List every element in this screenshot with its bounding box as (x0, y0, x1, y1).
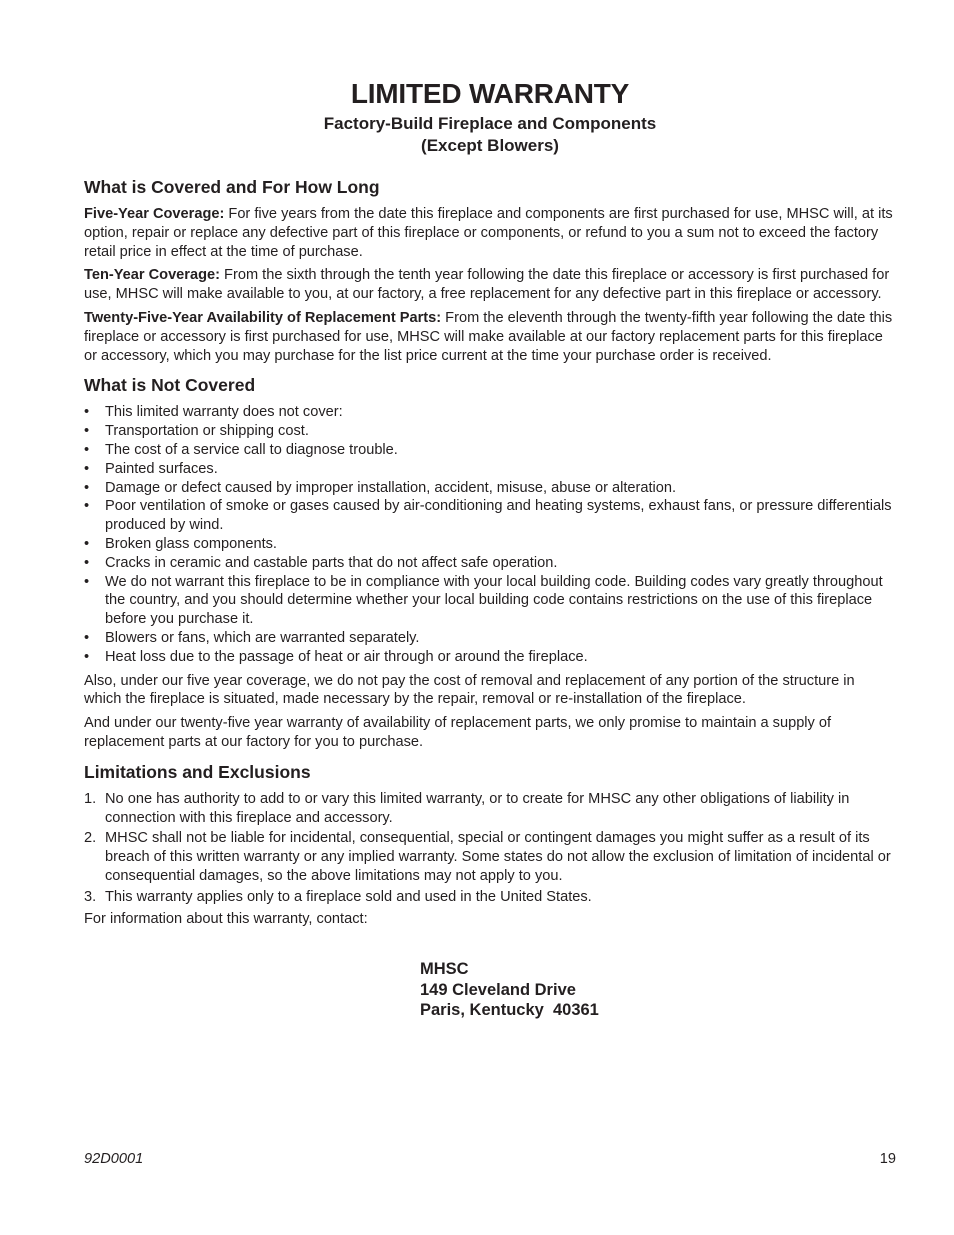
list-item-text: Heat loss due to the passage of heat or air through or around the fireplace. (105, 648, 588, 665)
list-item (84, 790, 896, 828)
contact-address (420, 959, 599, 1021)
list-item-text: The cost of a service call to diagnose trouble. (105, 441, 398, 458)
list-item-text: Broken glass components. (105, 535, 277, 552)
list-item (84, 629, 896, 648)
coverage-paragraph-twenty-five-year (84, 309, 896, 365)
list-item-text: Damage or defect caused by improper installation, accident, misuse, abuse or alteration. (105, 479, 677, 496)
address-company: MHSC (420, 960, 469, 978)
limitations-list (84, 790, 896, 907)
coverage-text: From the sixth through the tenth year following the date this fireplace or accessory is first purchased for use, MHSC will make available to you, at our factory, a free replacement for any defective part in this fireplace or accessory. (84, 267, 890, 303)
section-heading-limitations: Limitations and Exclusions (84, 761, 311, 782)
list-item-text: Poor ventilation of smoke or gases caused by air-conditioning and heating systems, exhaust fans, or pressure differentials produced by wind. (105, 498, 892, 534)
coverage-paragraph-ten-year (84, 266, 896, 304)
section-not-covered (84, 375, 896, 751)
section-limitations (84, 762, 896, 929)
list-item-text: Blowers or fans, which are warranted separately. (105, 629, 420, 646)
list-item (84, 460, 896, 479)
bullet: • (84, 573, 90, 590)
list-item (84, 497, 896, 535)
address-city: Paris, Kentucky 40361 (420, 1001, 599, 1019)
list-item (84, 573, 896, 629)
list-item-text: MHSC shall not be liable for incidental, consequential, special or contingent damages you might suffer as a result of its breach of this written warranty or any implied warranty. Some states do not allow the exclusion of limitation of incidental or consequential damages, so the above limitations may not apply to you. (105, 830, 891, 884)
list-item-text: Cracks in ceramic and castable parts that do not affect safe operation. (105, 554, 558, 571)
bullet: • (84, 554, 90, 571)
list-number: 2. (84, 830, 97, 847)
list-item (84, 441, 896, 460)
coverage-label: Five-Year Coverage: (84, 206, 225, 222)
list-item (84, 888, 896, 907)
list-item-text: No one has authority to add to or vary this limited warranty, or to create for MHSC any other obligations of liability in connection with this fireplace and accessory. (105, 790, 850, 826)
list-item (84, 479, 896, 498)
coverage-paragraph-five-year (84, 205, 896, 261)
coverage-label: Ten-Year Coverage: (84, 267, 220, 284)
list-item (84, 829, 896, 885)
bullet: • (84, 498, 90, 515)
not-covered-paragraph-parts: And under our twenty-five year warranty of availability of replacement parts, we only promise to maintain a supply of replacement parts at our factory for you to purchase. (84, 715, 832, 750)
warranty-content (84, 177, 896, 933)
section-covered (84, 177, 896, 365)
bullet: • (84, 441, 90, 458)
list-item-text: Transportation or shipping cost. (105, 423, 309, 440)
bullet: • (84, 460, 90, 477)
bullet: • (84, 404, 90, 421)
section-heading-not-covered: What is Not Covered (84, 375, 256, 396)
bullet: • (84, 535, 90, 552)
list-item (84, 403, 896, 422)
list-item (84, 648, 896, 667)
document-number: 92D0001 (84, 1151, 144, 1167)
section-heading-covered: What is Covered and For How Long (84, 177, 380, 197)
list-item (84, 422, 896, 441)
coverage-text: For five years from the date this fireplace and components are first purchased for use, MHSC will, at its option, repair or replace any defective part of this fireplace or components, or refund to you a sum not to exceed the factory retail price in effect at the time of purchase. (84, 206, 893, 260)
contact-line: For information about this warranty, contact: (84, 910, 368, 927)
list-number: 1. (84, 790, 97, 807)
bullet: • (84, 423, 90, 440)
bullet: • (84, 629, 90, 646)
page-number: 19 (879, 1151, 896, 1167)
bullet: • (84, 648, 90, 665)
bullet: • (84, 479, 90, 496)
list-item-text: This limited warranty does not cover: (105, 404, 343, 421)
list-item-text: We do not warrant this fireplace to be in compliance with your local building code. Building codes vary greatly throughout the country, and you should determine whether your local building code contains restrictions on the use of this fireplace before you purchase it. (105, 573, 883, 628)
list-item-text: This warranty applies only to a fireplace sold and used in the United States. (105, 888, 592, 905)
page-subtitle-line1: Factory-Build Fireplace and Components (323, 114, 657, 133)
page-title: LIMITED WARRANTY (350, 78, 630, 109)
list-item (84, 554, 896, 573)
list-item-text: Painted surfaces. (105, 460, 218, 477)
not-covered-list (84, 403, 896, 666)
not-covered-paragraph-removal: Also, under our five year coverage, we do not pay the cost of removal and replacement of any portion of the structure in which the fireplace is situated, made necessary by the repair, removal or re-installation of the fireplace. (84, 672, 855, 708)
page-subtitle-line2: (Except Blowers) (421, 136, 559, 155)
coverage-label: Twenty-Five-Year Availability of Replacement Parts: (84, 309, 442, 326)
address-street: 149 Cleveland Drive (420, 980, 576, 999)
list-item (84, 535, 896, 554)
list-number: 3. (84, 888, 97, 905)
coverage-text: From the eleventh through the twenty-fifth year following the date this fireplace or accessory is first purchased for use, MHSC will make available at our factory replacement parts for this fireplace or accessory, which you may purchase for the list price current at the time your purchase order is received. (84, 309, 893, 364)
